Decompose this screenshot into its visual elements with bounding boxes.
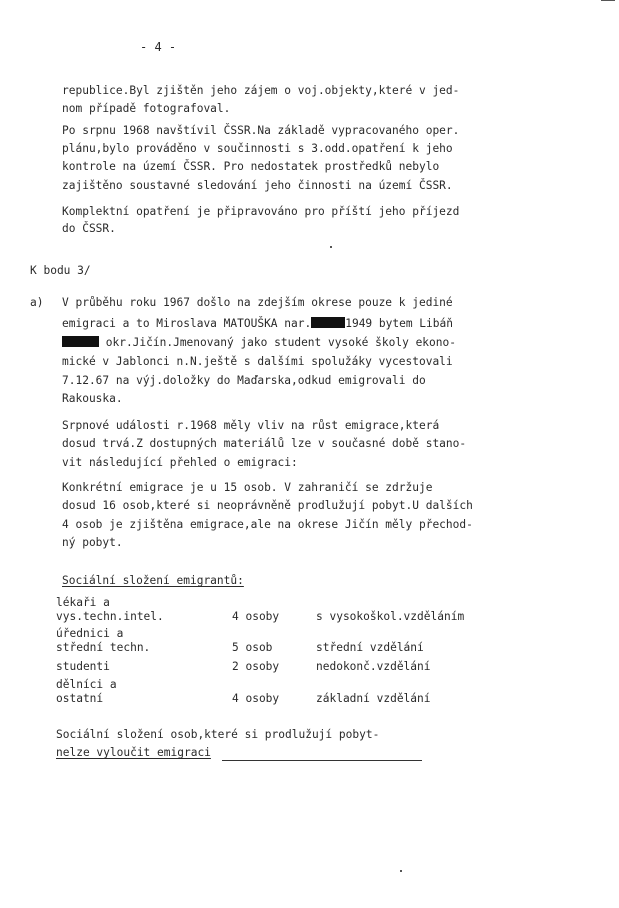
item-a-line2-text: emigraci a to Miroslava MATOUŠKA nar.	[62, 317, 312, 330]
page-number: - 4 -	[140, 40, 177, 54]
redaction-bar	[311, 317, 345, 328]
paragraph3-line: vit následující přehled o emigraci:	[62, 456, 298, 469]
paragraph4-line: dosud 16 osob,které si neoprávněně prodlužují pobyt.U dalších	[62, 499, 473, 512]
table-row-group: dělníci a	[56, 678, 117, 691]
table-row-group: střední techn.	[56, 641, 151, 654]
table-row-education: střední vzdělání	[316, 641, 424, 654]
paragraph1-line: zajištěno soustavné sledování jeho činnosti na území ČSSR.	[62, 179, 453, 192]
paragraph2-line: Komplektní opatření je připravováno pro příští jeho příjezd	[62, 205, 460, 218]
table-row-group: vys.techn.intel.	[56, 610, 164, 623]
paragraph1-line: kontrole na území ČSSR. Pro nedostatek prostředků nebylo	[62, 160, 440, 173]
table-row-education: s vysokoškol.vzděláním	[316, 610, 465, 623]
table-row-count: 5 osob	[232, 641, 273, 654]
table-row-group: úřednici a	[56, 627, 124, 640]
table-row-count: 4 osoby	[232, 610, 280, 623]
paragraph4-line: 4 osob je zjištěna emigrace,ale na okrese Jičín měly přechod-	[62, 518, 473, 531]
paragraph2-line: do ČSSR.	[62, 222, 116, 235]
table-row-education: základní vzdělání	[316, 692, 431, 705]
table-row-count: 2 osoby	[232, 660, 280, 673]
closing-line-underlined: nelze vyloučit emigraci	[56, 746, 211, 759]
scan-speck	[330, 246, 332, 248]
table-heading: Sociální složení emigrantů:	[62, 574, 244, 587]
table-row-education: nedokonč.vzdělání	[316, 660, 431, 673]
closing-line: Sociální složení osob,které si prodlužují pobyt-	[56, 728, 380, 741]
corner-mark	[601, 0, 615, 1]
paragraph1-line: nom případě fotografoval.	[62, 102, 231, 115]
table-row-group: lékaři a	[56, 596, 110, 609]
item-a-line3-text: okr.Jičín.Jmenovaný jako student vysoké školy ekono-	[99, 336, 456, 349]
table-row-count: 4 osoby	[232, 692, 280, 705]
item-a-line: V průběhu roku 1967 došlo na zdejším okrese pouze k jediné	[62, 296, 453, 309]
item-a-line: mické v Jablonci n.N.ještě s dalšími spolužáky vycestovali	[62, 355, 453, 368]
paragraph4-line: Konkrétní emigrace je u 15 osob. V zahraničí se zdržuje	[62, 481, 433, 494]
scan-speck	[400, 870, 402, 872]
paragraph4-line: ný pobyt.	[62, 536, 123, 549]
paragraph3-line: dosud trvá.Z dostupných materiálů lze v současné době stano-	[62, 437, 467, 450]
redaction-bar	[62, 336, 99, 347]
table-row-group: studenti	[56, 660, 110, 673]
underline-rule	[222, 760, 422, 761]
item-a-line2-text: 1949 bytem Libáň	[345, 317, 453, 330]
paragraph1-line: plánu,bylo prováděno v součinnosti s 3.odd.opatření k jeho	[62, 142, 453, 155]
item-a-line: 7.12.67 na výj.doložky do Maďarska,odkud emigrovali do	[62, 374, 426, 387]
section-heading: K bodu 3/	[30, 264, 91, 277]
paragraph1-line: republice.Byl zjištěn jeho zájem o voj.objekty,které v jed-	[62, 84, 460, 97]
item-a-line	[62, 336, 456, 350]
item-a-line: Rakouska.	[62, 392, 123, 405]
item-a-line	[62, 317, 453, 331]
item-a-label: a)	[30, 296, 44, 309]
table-row-group: ostatní	[56, 692, 104, 705]
paragraph1-line: Po srpnu 1968 navštívil ČSSR.Na základě vypracovaného oper.	[62, 124, 460, 137]
paragraph3-line: Srpnové události r.1968 měly vliv na růst emigrace,která	[62, 419, 440, 432]
